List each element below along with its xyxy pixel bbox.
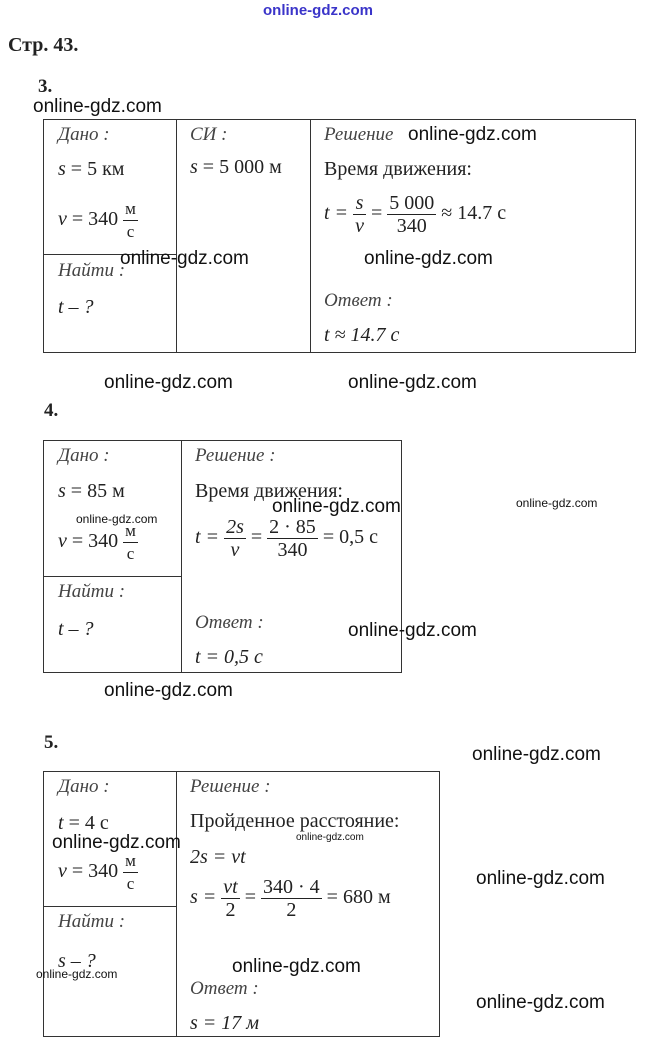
find-variable: s – ? [58,950,96,972]
table-divider [43,576,182,577]
watermark: online-gdz.com [104,372,233,393]
given-speed: v = 340 $\frac{м}{с}$ [58,199,136,241]
page-header: Стр. 43. [8,34,79,56]
equation: 2s = vt [190,846,246,868]
table-divider [310,119,311,353]
watermark: online-gdz.com [348,620,477,641]
formula-fraction: $\frac{vt}{2}$ [223,876,238,921]
answer-label: Ответ : [190,978,259,999]
given-label: Дано : [58,776,110,797]
watermark: online-gdz.com [296,832,364,843]
answer-value: t ≈ 14.7 с [324,324,400,346]
watermark: online-gdz.com [52,832,181,853]
watermark: online-gdz.com [232,956,361,977]
formula-fraction: $\frac{s}{v}$ [355,192,364,237]
solution-formula: s = $\frac{vt}{2}$ = $\frac{340 \cdot 4}{2}$ = 680 м [190,876,391,921]
unit-fraction: $\frac{м}{с}$ [125,521,136,563]
table-divider [176,119,177,353]
watermark: online-gdz.com [408,124,537,145]
watermark: online-gdz.com [516,496,598,510]
find-variable: t – ? [58,296,94,318]
watermark: online-gdz.com [33,96,162,117]
solution-formula: t = $\frac{2s}{v}$ = $\frac{2 \cdot 85}{340}$ = 0,5 с [195,516,378,561]
answer-label: Ответ : [195,612,264,633]
problem-5-number: 5. [44,732,59,753]
si-distance: s = 5 000 м [190,156,282,178]
answer-value: s = 17 м [190,1012,260,1034]
formula-fraction: $\frac{2s}{v}$ [226,516,244,561]
answer-value: t = 0,5 с [195,646,263,668]
solution-step-text: Время движения: [195,480,343,502]
problem-4-number: 4. [44,400,59,421]
watermark: online-gdz.com [120,248,249,269]
watermark: online-gdz.com [472,744,601,765]
given-speed: v = 340 $\frac{м}{с}$ [58,851,136,893]
unit-fraction: $\frac{м}{с}$ [125,851,136,893]
watermark: online-gdz.com [476,868,605,889]
formula-fraction: $\frac{5 000}{340}$ [389,192,435,237]
watermark: online-gdz.com [104,680,233,701]
unit-fraction: $\frac{м}{с}$ [125,199,136,241]
given-label: Дано : [58,124,110,145]
find-variable: t – ? [58,618,94,640]
given-speed: v = 340 $\frac{м}{с}$ [58,521,136,563]
problem-3-number: 3. [38,76,53,97]
table-divider [176,771,177,1037]
answer-label: Ответ : [324,290,393,311]
given-distance: s = 5 км [58,158,125,180]
given-time: t = 4 с [58,812,109,834]
solution-step-text: Пройденное расстояние: [190,810,400,832]
watermark: online-gdz.com [476,992,605,1013]
watermark: online-gdz.com [36,967,118,981]
watermark: online-gdz.com [272,496,401,517]
given-distance: s = 85 м [58,480,125,502]
si-label: СИ : [190,124,228,145]
watermark: online-gdz.com [76,512,158,526]
formula-fraction: $\frac{340 \cdot 4}{2}$ [263,876,320,921]
solution-label: Решение : [195,445,276,466]
find-label: Найти : [58,911,126,932]
formula-fraction: $\frac{2 \cdot 85}{340}$ [269,516,316,561]
table-divider [181,440,182,673]
top-watermark: online-gdz.com [263,2,373,19]
watermark: online-gdz.com [364,248,493,269]
watermark: online-gdz.com [348,372,477,393]
solution-step-text: Время движения: [324,158,472,180]
solution-formula: t = $\frac{s}{v}$ = $\frac{5 000}{340}$ ≈ 14.7 с [324,192,507,237]
table-divider [43,906,177,907]
solution-label: Решение [324,124,394,145]
solution-label: Решение : [190,776,271,797]
find-label: Найти : [58,260,126,281]
given-label: Дано : [58,445,110,466]
find-label: Найти : [58,581,126,602]
